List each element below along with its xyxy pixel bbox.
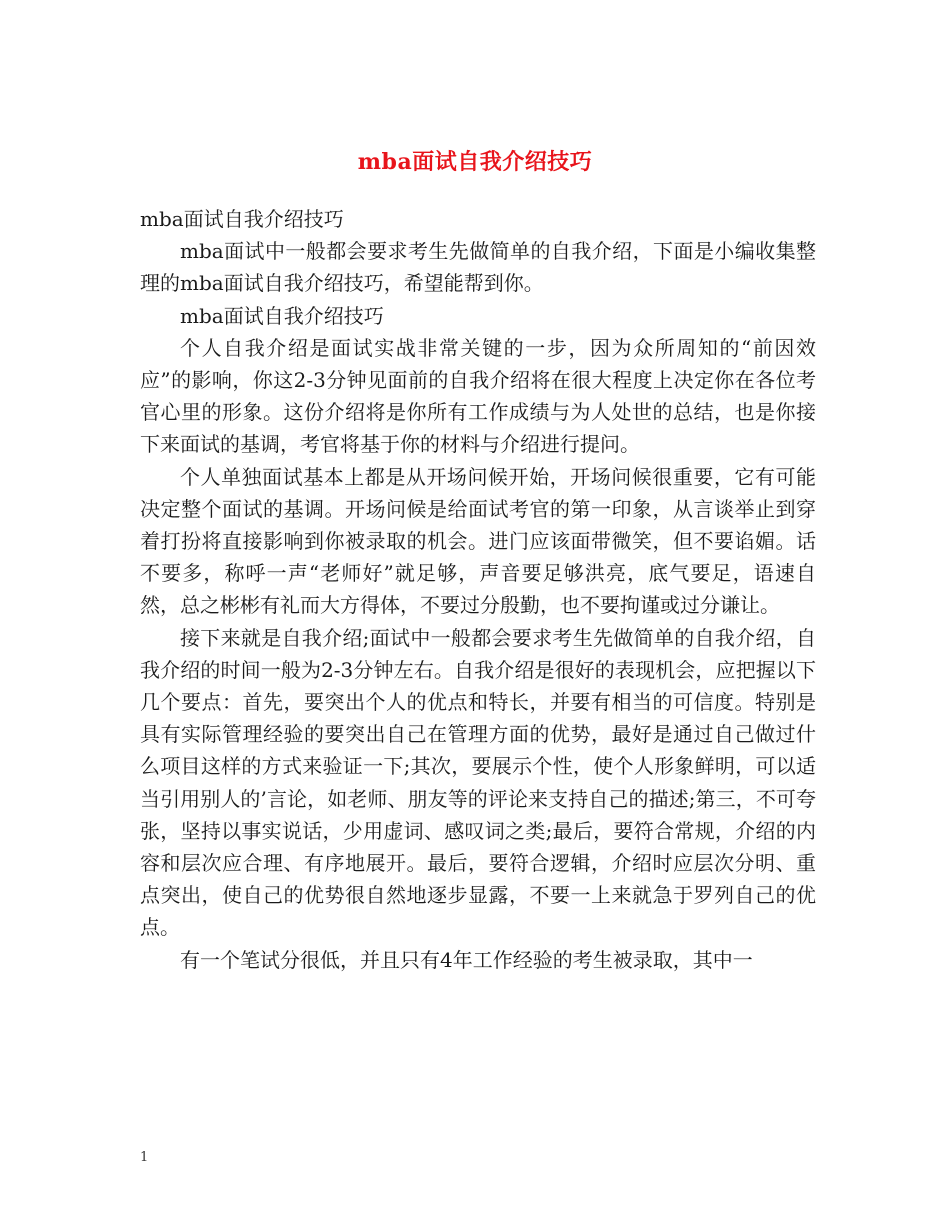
paragraph-example: 有一个笔试分很低，并且只有4年工作经验的考生被录取，其中一 (180, 947, 753, 972)
paragraph-key-points: 接下来就是自我介绍;面试中一般都会要求考生先做简单的自我介绍，自我介绍的时间一般为2-3分钟左右。自我介绍是很好的表现机会，应把握以下几个要点：首先，要突出个人的优点和特长，并要有相当的可信度。特别是具有实际管理经验的要突出自己在管理方面的优势，最好是通过自己做过什么项目这样的方式来验证一下;其次，要展示个性，使个人形象鲜明，可以适当引用别人的’言论，如老师、朋友等的评论来支持自己的描述;第三，不可夸张，坚持以事实说话，少用虚词、感叹词之类;最后，要符合常规，介绍的内容和层次应合理、有序地展开。最后，要符合逻辑，介绍时应层次分明、重点突出，使自己的优势很自然地逐步显露，不要一上来就急于罗列自己的优点。 (140, 625, 816, 940)
paragraph-greeting: 个人单独面试基本上都是从开场问候开始，开场问候很重要，它有可能决定整个面试的基调。开场问候是给面试考官的第一印象，从言谈举止到穿着打扮将直接影响到你被录取的机会。进门应该面带微笑，但不要谄媚。话不要多，称呼一声“老师好”就足够，声音要足够洪亮，底气要足，语速自然，总之彬彬有礼而大方得体，不要过分殷勤，也不要拘谨或过分谦让。 (140, 464, 816, 618)
paragraph-self-intro: 个人自我介绍是面试实战非常关键的一步，因为众所周知的“前因效应”的影响，你这2-3分钟见面前的自我介绍将在很大程度上决定你在各位考官心里的形象。这份介绍将是你所有工作成绩与为人处世的总结，也是你接下来面试的基调，考官将基于你的材料与介绍进行提问。 (140, 335, 816, 457)
paragraph-intro: mba面试中一般都会要求考生先做简单的自我介绍，下面是小编收集整理的mba面试自我介绍技巧，希望能帮到你。 (140, 239, 816, 296)
paragraph-subheading: mba面试自我介绍技巧 (180, 303, 384, 328)
paragraph-heading: mba面试自我介绍技巧 (140, 207, 344, 231)
document-body (140, 203, 816, 976)
page-number: 1 (140, 1150, 149, 1165)
document-title: mba面试自我介绍技巧 (357, 148, 593, 175)
